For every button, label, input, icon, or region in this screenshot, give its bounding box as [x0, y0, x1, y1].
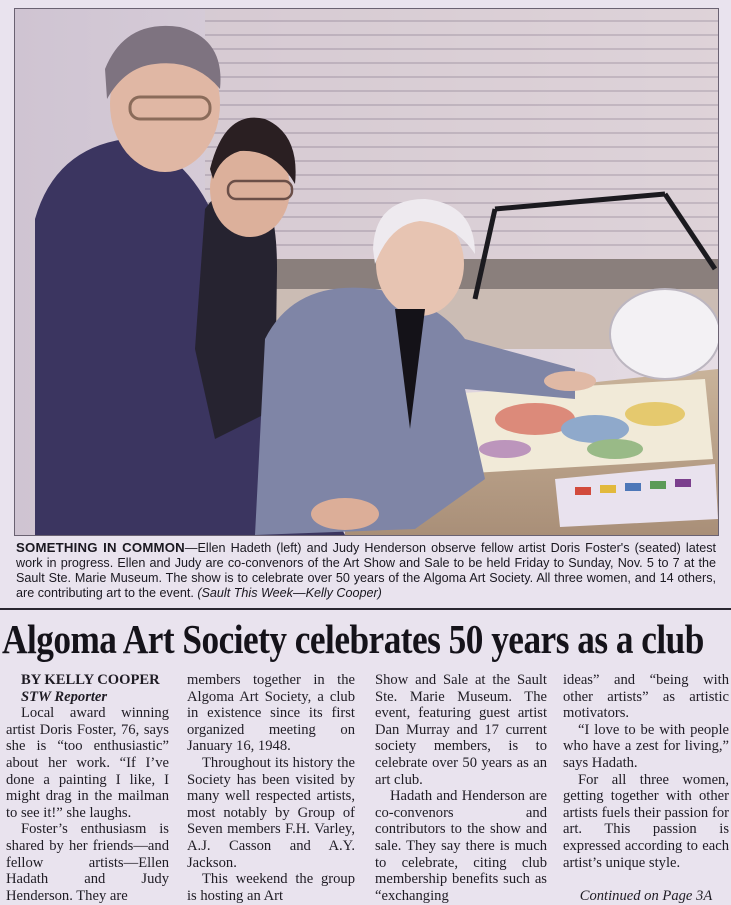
article-column-4 [563, 672, 729, 905]
paragraph: Local award winning artist Doris Foster, 76, says she is “too enthusiastic” about her work. “If I’ve done a painting I like, I might drag in the mailman to see it!” she laughs. [6, 705, 169, 821]
paragraph: Show and Sale at the Sault Ste. Marie Museum. The event, featuring guest artist Dan Murray and 17 current society members, is to celebrate over 50 years as an art club. [375, 672, 547, 788]
caption-lead: SOMETHING IN COMMON [16, 540, 185, 555]
paragraph: Hadath and Henderson are co-convenors and contributors to the show and sale. They say there is much to celebrate, citing club membership benefits such as “exchanging [375, 788, 547, 904]
continued-link[interactable]: Continued on Page 3A [579, 888, 713, 905]
reporter-role: STW Reporter [21, 688, 108, 705]
paragraph: Throughout its history the Society has been visited by many well respected artists, most notably by Group of Seven members F.H. Varley, A.J. Casson and A.Y. Jackson. [187, 754, 355, 871]
paragraph: ideas” and “being with other artists” as artistic motivators. [563, 672, 729, 722]
byline: BY KELLY COOPER [21, 672, 160, 688]
caption-credit: (Sault This Week—Kelly Cooper) [197, 586, 382, 600]
paragraph: This weekend the group is hosting an Art [187, 871, 355, 904]
paragraph: members together in the Algoma Art Society, a club in existence since its first organized meeting on January 16, 1948. [187, 672, 355, 755]
article-column-1 [6, 672, 169, 904]
photo-caption [16, 540, 716, 601]
article-headline: Algoma Art Society celebrates 50 years as a club [2, 616, 704, 662]
article-column-3 [375, 672, 547, 904]
paragraph: Foster’s enthusiasm is shared by her friends—and fellow artists—Ellen Hadath and Judy Henderson. They are [6, 821, 169, 904]
caption-text: —Ellen Hadeth (left) and Judy Henderson observe fellow artist Doris Foster's (seated) latest work in progress. Ellen and Judy are co-convenors of the Art Show and Sale to be held Friday to Sunday, Nov. 5 to 7 at the Sault Ste. Marie Museum. The show is to celebrate over 50 years of the Algoma Art Society. All three women, and 14 others, are contributing art to the event. [16, 541, 716, 600]
paragraph: For all three women, getting together with other artists fuels their passion for art. This passion is expressed according to each artist’s unique style. [563, 771, 729, 871]
section-divider [0, 608, 731, 610]
article-column-2 [187, 672, 355, 904]
news-photo [14, 8, 719, 536]
photo-icon [15, 9, 718, 535]
paragraph: “I love to be with people who have a zest for living,” says Hadath. [563, 721, 729, 771]
